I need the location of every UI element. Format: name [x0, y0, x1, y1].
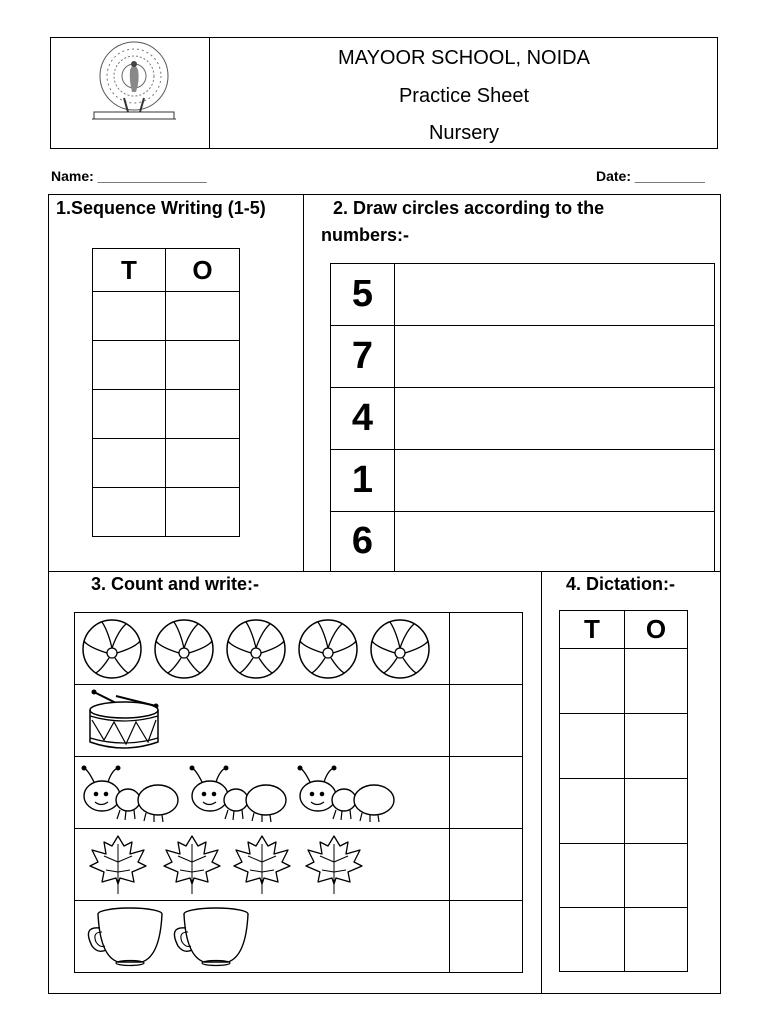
dictation-table — [559, 610, 688, 972]
section3-title: 3. Count and write:- — [91, 574, 259, 594]
leaves-group — [88, 832, 388, 896]
dictation-cell[interactable] — [625, 779, 688, 844]
dictation-cell[interactable] — [625, 908, 688, 972]
leaf-icon — [90, 836, 146, 894]
sequence-cell[interactable] — [93, 292, 166, 341]
cups-group — [88, 906, 258, 968]
cup-icon — [88, 908, 162, 966]
ball-icon — [227, 620, 285, 678]
sequence-cell[interactable] — [166, 341, 240, 390]
dictation-cell[interactable] — [625, 714, 688, 779]
section2-title-line1: 2. Draw circles according to the — [333, 198, 605, 218]
ball-icon — [83, 620, 141, 678]
dictation-cell[interactable] — [560, 844, 625, 908]
sequence-cell[interactable] — [166, 390, 240, 439]
number-label: 5 — [331, 264, 395, 326]
ant-icon — [298, 766, 395, 823]
draw-circles-table — [330, 263, 715, 572]
sequence-cell[interactable] — [93, 488, 166, 537]
balls-group — [80, 617, 440, 681]
dictation-cell[interactable] — [560, 649, 625, 714]
dictation-header-t: T — [560, 611, 625, 649]
answer-box[interactable] — [450, 901, 523, 973]
ball-icon — [155, 620, 213, 678]
leaf-icon — [306, 836, 362, 894]
leaf-icon — [164, 836, 220, 894]
sequence-cell[interactable] — [166, 292, 240, 341]
sequence-cell[interactable] — [93, 341, 166, 390]
draw-area[interactable] — [395, 512, 715, 572]
number-label: 7 — [331, 326, 395, 388]
ant-icon — [82, 766, 179, 823]
sequence-cell[interactable] — [93, 390, 166, 439]
ball-icon — [371, 620, 429, 678]
answer-box[interactable] — [450, 685, 523, 757]
dictation-cell[interactable] — [625, 649, 688, 714]
drum-icon — [86, 688, 164, 752]
dictation-cell[interactable] — [625, 844, 688, 908]
number-label: 1 — [331, 450, 395, 512]
school-logo-icon — [84, 40, 184, 128]
ant-icon — [190, 766, 287, 823]
ants-group — [80, 760, 410, 826]
sequence-header-o: O — [166, 249, 240, 292]
section1-title: 1.Sequence Writing (1-5) — [56, 198, 266, 218]
section4-title: 4. Dictation:- — [566, 574, 676, 594]
sheet-title: Practice Sheet — [398, 85, 530, 107]
leaf-icon — [234, 836, 290, 894]
sequence-cell[interactable] — [93, 439, 166, 488]
answer-box[interactable] — [450, 757, 523, 829]
name-field[interactable]: Name: ______________ — [51, 168, 207, 184]
sequence-cell[interactable] — [166, 488, 240, 537]
dictation-cell[interactable] — [560, 908, 625, 972]
dictation-cell[interactable] — [560, 779, 625, 844]
cup-icon — [174, 908, 248, 966]
draw-area[interactable] — [395, 450, 715, 512]
sequence-cell[interactable] — [166, 439, 240, 488]
class-name: Nursery — [428, 122, 499, 144]
frame-divider-bottom-vertical — [541, 571, 542, 994]
ball-icon — [299, 620, 357, 678]
answer-box[interactable] — [450, 829, 523, 901]
school-name: MAYOOR SCHOOL, NOIDA — [338, 47, 590, 69]
draw-area[interactable] — [395, 388, 715, 450]
dictation-cell[interactable] — [560, 714, 625, 779]
answer-box[interactable] — [450, 613, 523, 685]
dictation-header-o: O — [625, 611, 688, 649]
sequence-table — [92, 248, 240, 537]
draw-area[interactable] — [395, 264, 715, 326]
frame-divider-top-vertical — [303, 194, 304, 572]
number-label: 6 — [331, 512, 395, 572]
section2-title-line2: numbers:- — [321, 225, 410, 245]
draw-area[interactable] — [395, 326, 715, 388]
sequence-header-t: T — [93, 249, 166, 292]
number-label: 4 — [331, 388, 395, 450]
date-field[interactable]: Date: _________ — [596, 168, 705, 184]
